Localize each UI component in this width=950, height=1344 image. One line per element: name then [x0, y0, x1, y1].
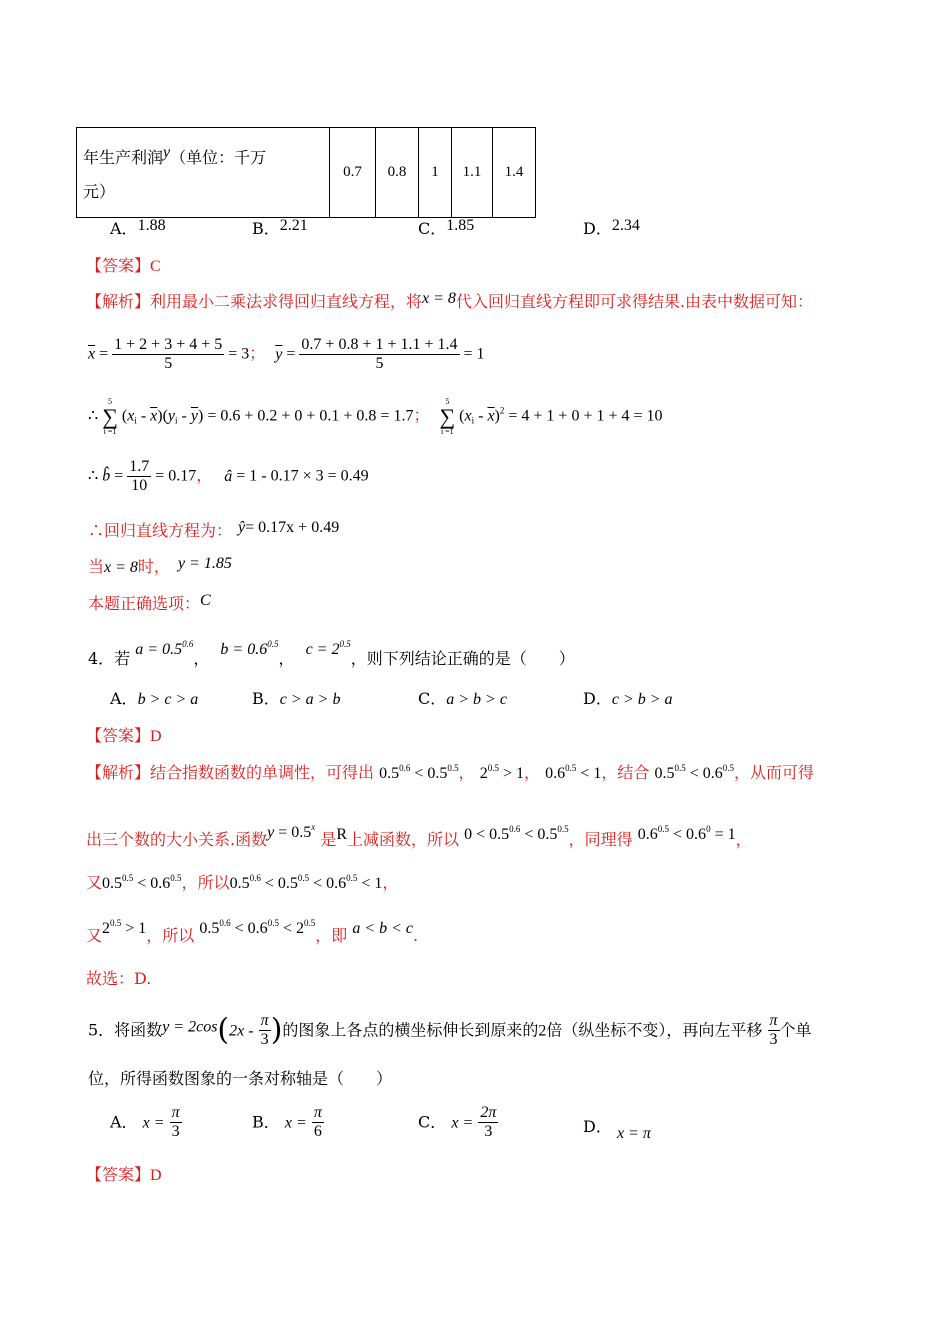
q5-option-b: B． x = $\frac{\pi}{6}$	[252, 1104, 322, 1141]
q3-option-c: C．1.85	[418, 217, 475, 238]
q4-conclusion: 故选：D.	[86, 969, 152, 988]
table-label-var: y	[163, 144, 171, 161]
table-cell: 1	[419, 128, 452, 218]
q5-option-c: C． x = $\frac{2\pi}{3}$	[418, 1104, 497, 1141]
q3-answer: 【答案】C	[86, 256, 161, 275]
q3-analysis: 【解析】利用最小二乘法求得回归直线方程，将x = 8代入回归直线方程即可求得结果.由表中数据可知：	[86, 290, 814, 311]
table-label-line2: 元）	[83, 182, 116, 201]
q3-option-b: B．2.21	[252, 217, 308, 238]
q4-option-a: A．b > c > a	[110, 689, 199, 708]
q4-analysis-line3: 又$0.5^{0.5} < 0.6^{0.5}$，所以$0.5^{0.6} < 0.5^{0.5} < 0.6^{0.5} < 1$，	[86, 873, 399, 892]
predict-line: 当x = 8时， y = 1.85	[88, 555, 232, 576]
data-table	[76, 127, 536, 218]
q5-option-d: D． x = π	[583, 1117, 651, 1142]
q4-analysis-line2: 出三个数的大小关系.函数$y = 0.5^x$ 是R上减函数，所以 $0 < 0.5^{0.6} < 0.5^{0.5}$，同理得 $0.6^{0.5} < 0.6^0 = 1$，	[86, 822, 752, 849]
table-cell: 1.1	[452, 128, 493, 218]
q4-analysis-line1: 【解析】结合指数函数的单调性，可得出 $0.5^{0.6} < 0.5^{0.5}$， $2^{0.5} > 1$， $0.6^{0.5} < 1$，结合 $0.5^{0.5} < 0.6^{0.5}$，从而可得	[86, 763, 815, 782]
table-label-unit: （单位：千万	[170, 148, 267, 167]
q3-option-d: D．2.34	[583, 217, 640, 238]
q4-option-d: D．c > b > a	[583, 689, 673, 708]
table-label: 年生产利润	[83, 148, 164, 167]
table-cell: 0.8	[376, 128, 419, 218]
q5-question-line1: 5．将函数y = 2cos(2x - $\frac{\pi}{3}$ )的图象上各点的横坐标伸长到原来的2倍（纵坐标不变），再向左平移 $\frac{\pi}{3}$ 个单	[88, 1012, 812, 1049]
coef-line: ∴ b̂ = $\frac{1.7}{10}$ = 0.17， â = 1 - 0.17 × 3 = 0.49	[88, 458, 369, 495]
q5-option-a: A． x = $\frac{\pi}{3}$	[110, 1104, 180, 1141]
table-row	[77, 128, 536, 218]
q4-option-c: C．a > b > c	[418, 689, 507, 708]
q4-option-b: B．c > a > b	[252, 689, 341, 708]
table-cell: 0.7	[330, 128, 376, 218]
q4-question: 4．若 $a = 0.5^{0.6}$， $b = 0.6^{0.5}$， $c = 2^{0.5}$，则下列结论正确的是（ ）	[88, 639, 575, 668]
table-cell: 1.4	[493, 128, 536, 218]
regression-line: ∴回归直线方程为： ŷ= 0.17x + 0.49	[88, 519, 340, 540]
table-header-cell	[77, 128, 330, 218]
q5-question-line2: 位，所得函数图象的一条对称轴是（ ）	[88, 1069, 393, 1088]
q4-answer: 【答案】D	[86, 726, 162, 745]
q4-analysis-line4: 又$2^{0.5} > 1$，所以 $0.5^{0.6} < 0.6^{0.5} < 2^{0.5}$，即 a < b < c.	[86, 918, 419, 945]
q3-option-a: A．1.88	[110, 217, 166, 238]
q5-answer: 【答案】D	[86, 1165, 162, 1184]
sum-line: ∴ 5 ∑ i =1 $(x_i - \overline{x})(y_i - \overline{y}) = 0.6 + 0.2 + 0 + 0.1 + 0.8 = 1.7$； 5 ∑ i =1 $(x_i - \overline{x})^2 = 4 + 1 + 0 + 1 + 4 = 10$	[88, 397, 663, 436]
mean-line: $\overline{x}$ = $\frac{1 + 2 + 3 + 4 + 5}{5}$ = 3； $\overline{y}$ = $\frac{0.7 + 0.8 + 1 + 1.1 + 1.4}{5}$ = 1	[88, 336, 485, 373]
correct-option: 本题正确选项：C	[88, 592, 211, 613]
